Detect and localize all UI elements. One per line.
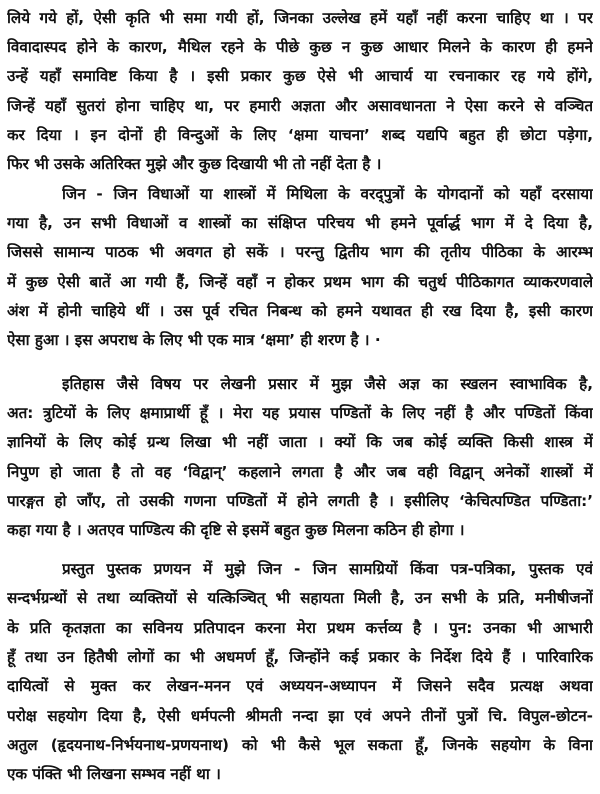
text-line: सन्दर्भग्रन्थों से तथा व्यक्तियों से यत्किञ्चित् भी सहायता मिली है, उन सभी के प्रति, मनीषीजनों — [7, 589, 593, 607]
text-line: अत: त्रुटियों के लिए क्षमाप्रार्थी हूँ । मेरा यह प्रयास पण्डितों के लिए नहीं है और पण्डितों किंवा — [7, 404, 593, 422]
text-line: निपुण हो जाता है तो वह ‘विद्वान्’ कहलाने लगता है और जब वही विद्वान् अनेकों शास्त्रों में — [7, 463, 593, 481]
text-line: जिन - जिन विधाओं या शास्त्रों में मिथिला के वरद्पुत्रों के योगदानों को यहाँ दरसाया — [62, 185, 593, 203]
text-line: परोक्ष सहयोग दिया है, ऐसी धर्मपत्नी श्रीमती नन्दा झा एवं अपने तीनों पुत्रों चि. विपुल-छोटन- — [7, 707, 593, 725]
text-line: पारङ्गत हो जाँए, तो उसकी गणना पण्डितों में होने लगती है । इसीलिए ‘केचित्पण्डित पण्डिता:’ — [7, 492, 593, 510]
text-line: गया है, उन सभी विधाओं व शास्त्रों का संक्षिप्त परिचय भी हमने पूर्वार्द्ध भाग में दे दिया है, — [7, 214, 593, 232]
text-line: में कुछ ऐसी बातें आ गयी हैं, जिन्हें वहाँ न होकर प्रथम भाग की चतुर्थ पीठिकागत व्याकरणवाले — [7, 273, 593, 291]
text-line: कर दिया । इन दोनों ही विन्दुओं के लिए ‘क्षमा याचना’ शब्द यद्यपि बहुत ही छोटा पड़ेगा, — [7, 126, 593, 144]
text-line: कहा गया है । अतएव पाण्डित्य की दृष्टि से इसमें बहुत कुछ मिलना कठिन ही होगा । — [7, 521, 465, 539]
text-line: एक पंक्ति भी लिखना सम्भव नहीं था । — [7, 765, 221, 783]
text-line: लिये गये हों, ऐसी कृति भी समा गयी हों, जिनका उल्लेख हमें यहाँ नहीं करना चाहिए था । पर — [7, 9, 593, 27]
text-line: जिससे सामान्य पाठक भी अवगत हो सकें । परन्तु द्वितीय भाग की तृतीय पीठिका के आरम्भ — [7, 243, 593, 261]
text-line: उन्हें यहाँ समाविष्ट किया है । इसी प्रकार कुछ ऐसे भी आचार्य या रचनाकार रह गये होंगे, — [7, 67, 593, 85]
text-line: प्रस्तुत पुस्तक प्रणयन में मुझे जिन - जिन सामग्रियों किंवा पत्र-पत्रिका, पुस्तक एवं — [62, 560, 593, 578]
text-line: अतुल (हृदयनाथ-निर्भयनाथ-प्रणयनाथ) को भी कैसे भूल सकता हूँ, जिनके सहयोग के विना — [7, 736, 593, 754]
text-line: फिर भी उसके अतिरिक्त मुझे और कुछ दिखायी भी तो नहीं देता है । — [7, 155, 382, 173]
text-line: इतिहास जैसे विषय पर लेखनी प्रसार में मुझ जैसे अज्ञ का स्खलन स्वाभाविक है, — [62, 375, 593, 393]
text-line: हूँ तथा उन हितैषी लोगों का भी अधमर्ण हूँ, जिन्होंने कई प्रकार के निर्देश दिये हैं । पारिवारिक — [7, 648, 593, 666]
text-line: जिन्हें यहाँ सुतरां होना चाहिए था, पर हमारी अज्ञता और असावधानता ने ऐसा करने से वञ्चित — [7, 97, 593, 115]
text-line: ऐसा हुआ । इस अपराध के लिए भी एक मात्र ‘क्षमा’ ही शरण है । · — [7, 331, 381, 349]
text-line: के प्रति कृतज्ञता का सविनय प्रतिपादन करना मेरा प्रथम कर्त्तव्य है । पुन: उनका भी आभारी — [7, 619, 593, 637]
text-line: दायित्वों से मुक्त कर लेखन-मनन एवं अध्ययन-अध्यापन में जिसने सदैव प्रत्यक्ष अथवा — [7, 677, 593, 695]
text-line: अंश में होनी चाहिये थीं । उस पूर्व रचित निबन्ध को हमने यथावत ही रख दिया है, इसी कारण — [7, 302, 593, 320]
text-line: विवादास्पद होने के कारण, मैथिल रहने के पीछे कुछ न कुछ आधार मिलने के कारण ही हमने — [7, 38, 593, 56]
text-line: ज्ञानियों के लिए कोई ग्रन्थ लिखा भी नहीं जाता । क्यों कि जब कोई व्यक्ति किसी शास्त्र में — [7, 433, 593, 451]
